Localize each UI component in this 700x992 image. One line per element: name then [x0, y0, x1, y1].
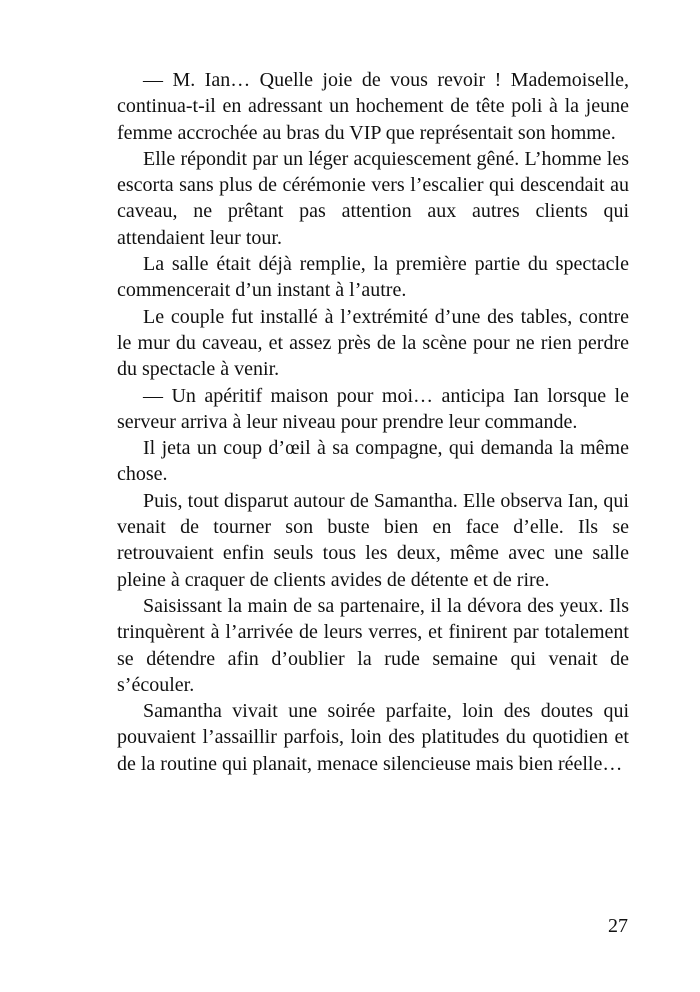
page-number: 27	[608, 915, 628, 937]
paragraph: La salle était déjà remplie, la première partie du spectacle commencerait d’un instant à l’autre.	[117, 253, 629, 302]
paragraph: Elle répondit par un léger acquiescement gêné. L’homme les escorta sans plus de cérémonie vers l’escalier qui descendait au caveau, ne prêtant pas attention aux autres clients qui attendaient leur tour.	[117, 147, 629, 249]
paragraph: — Un apéritif maison pour moi… anticipa Ian lorsque le serveur arriva à leur niveau pour prendre leur commande.	[117, 384, 629, 433]
paragraph: Saisissant la main de sa partenaire, il la dévora des yeux. Ils trinquèrent à l’arrivée de leurs verres, et finirent par totalement se détendre afin d’oublier la rude semaine qui venait de s’écouler.	[117, 594, 629, 696]
paragraph: Il jeta un coup d’œil à sa compagne, qui demanda la même chose.	[117, 437, 629, 486]
paragraph: Puis, tout disparut autour de Samantha. Elle observa Ian, qui venait de tourner son buste bien en face d’elle. Ils se retrouvaient enfin seuls tous les deux, même avec une salle pleine à craquer de clients avides de détente et de rire.	[117, 489, 629, 591]
paragraph: Le couple fut installé à l’extrémité d’une des tables, contre le mur du caveau, et assez près de la scène pour ne rien perdre du spectacle à venir.	[117, 305, 629, 381]
body-text	[117, 67, 629, 777]
paragraph: Samantha vivait une soirée parfaite, loin des doutes qui pouvaient l’assaillir parfois, loin des platitudes du quotidien et de la routine qui planait, menace silencieuse mais bien réelle…	[117, 700, 629, 775]
paragraph: — M. Ian… Quelle joie de vous revoir ! Mademoiselle, continua-t-il en adressant un hochement de tête poli à la jeune femme accrochée au bras du VIP que représentait son homme.	[117, 69, 629, 144]
